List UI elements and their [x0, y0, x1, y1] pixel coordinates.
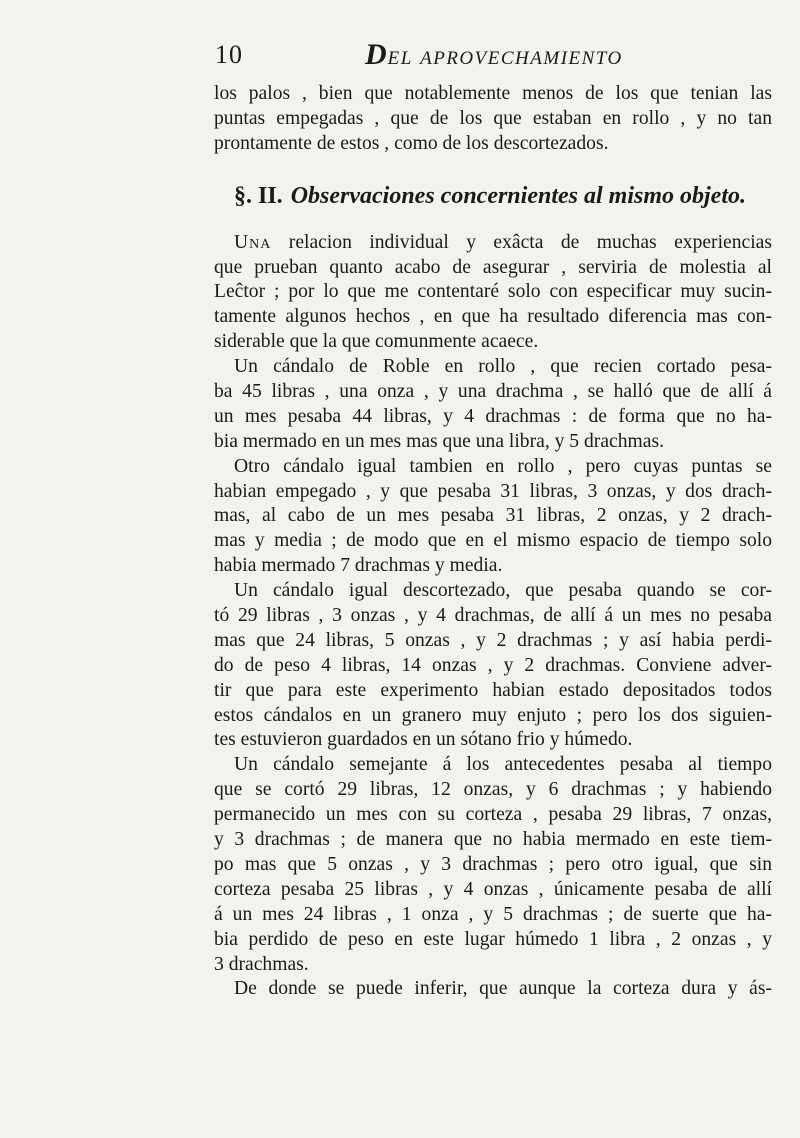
text-line-rest: relacion individual y exâcta de muchas experiencias	[271, 231, 772, 253]
text-line: estos cándalos en un granero muy enjuto ; pero los dos siguien-	[214, 704, 772, 726]
text-line: habia mermado 7 drachmas y media.	[214, 555, 503, 577]
text-line: habian empegado , y que pesaba 31 libras, 3 onzas, y dos drach-	[214, 480, 772, 502]
text-line: los palos , bien que notablemente menos de los que tenian las	[214, 83, 772, 104]
text-line: que prueban quanto acabo de asegurar , serviria de molestia al	[214, 256, 772, 278]
running-title-initial: D	[365, 38, 388, 71]
section-heading	[214, 181, 772, 211]
text-line: prontamente de estos , como de los descortezados.	[214, 132, 609, 154]
text-line: corteza pesaba 25 libras , y 4 onzas , únicamente pesaba de allí	[214, 878, 772, 900]
text-line: po mas que 5 onzas , y 3 drachmas ; pero otro igual, que sin	[214, 853, 772, 875]
text-line: á un mes 24 libras , 1 onza , y 5 drachmas ; de suerte que ha-	[214, 903, 772, 925]
text-line: permanecido un mes con su corteza , pesaba 29 libras, 7 onzas,	[214, 804, 772, 826]
text-line: 3 drachmas.	[214, 953, 309, 975]
text-line: mas que 24 libras, 5 onzas , y 2 drachmas ; y así habia perdi-	[214, 629, 772, 651]
text-line: De donde se puede inferir, que aunque la corteza dura y ás-	[234, 978, 772, 1000]
text-line: Un cándalo semejante á los antecedentes pesaba al tiempo	[234, 754, 772, 776]
text-line: do de peso 4 libras, 14 onzas , y 2 drachmas. Conviene adver-	[214, 654, 772, 676]
text-line: tir que para este experimento habian estado depositados todos	[214, 679, 772, 701]
text-line: y 3 drachmas ; de manera que no habia mermado en este tiem-	[214, 829, 772, 851]
text-line: bia perdido de peso en este lugar húmedo 1 libra , 2 onzas , y	[214, 928, 772, 950]
text-line: siderable que la que comunmente acaece.	[214, 331, 539, 353]
paragraph-opening-word: Una	[234, 231, 272, 253]
text-line: un mes pesaba 44 libras, y 4 drachmas : de forma que no ha-	[214, 405, 772, 427]
running-title-word-2: APROVECHAMIENTO	[420, 48, 623, 69]
text-line: que se cortó 29 libras, 12 onzas, y 6 drachmas ; y habiendo	[214, 779, 772, 801]
page-number: 10	[215, 40, 243, 69]
section-label: §. II.	[234, 182, 283, 209]
text-line: bia mermado en un mes mas que una libra, y 5 drachmas.	[214, 430, 664, 452]
body-text	[214, 82, 772, 1002]
text-line: Un cándalo igual descortezado, que pesaba quando se cor-	[234, 580, 772, 602]
text-line: mas y media ; de modo que en el mismo espacio de tiempo solo	[214, 530, 772, 552]
text-line: Otro cándalo igual tambien en rollo , pero cuyas puntas se	[234, 455, 772, 477]
text-line: tó 29 libras , 3 onzas , y 4 drachmas, de allí á un mes no pesaba	[214, 605, 772, 627]
text-line: tamente algunos hechos , en que ha resultado diferencia mas con-	[214, 306, 772, 328]
text-line: mas, al cabo de un mes pesaba 31 libras, 2 onzas, y 2 drach-	[214, 505, 772, 527]
text-line	[214, 231, 772, 256]
running-title-word-1: EL	[387, 48, 413, 69]
text-line: ba 45 libras , una onza , y una drachma , se halló que de allí á	[214, 381, 772, 403]
running-title	[365, 38, 623, 72]
running-head	[215, 38, 775, 74]
text-line: tes estuvieron guardados en un sótano frio y húmedo.	[214, 729, 633, 751]
text-line: puntas empegadas , que de los que estaban en rollo , y no tan	[214, 107, 772, 129]
section-title: Observaciones concernientes al mismo objeto.	[290, 182, 746, 209]
text-line: Leĉtor ; por lo que me contentaré solo con especificar muy sucin-	[214, 281, 772, 303]
text-line: Un cándalo de Roble en rollo , que recien cortado pesa-	[234, 356, 772, 378]
